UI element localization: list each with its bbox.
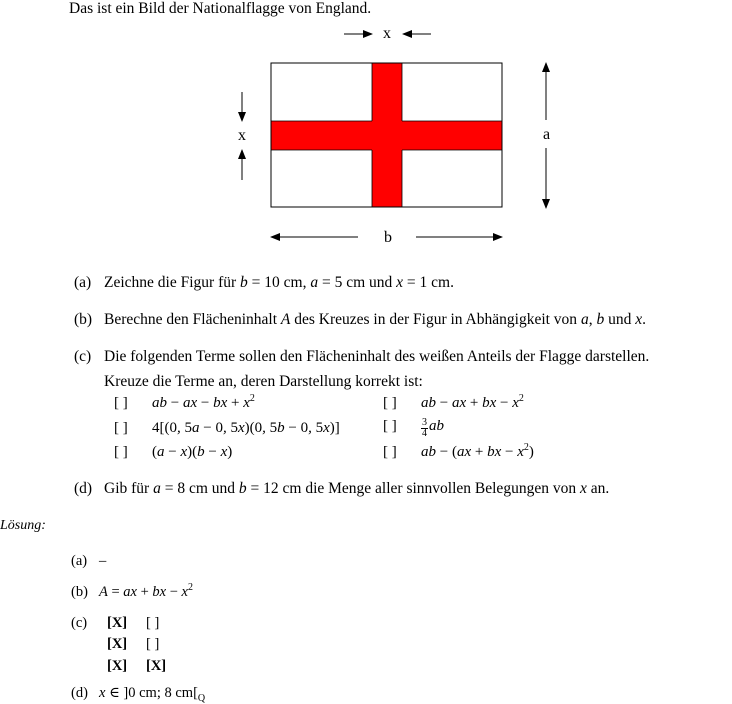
task-b-tag: (b) [74, 311, 93, 328]
option-checkbox[interactable]: [ ] [383, 395, 397, 411]
option-checkbox[interactable]: [ ] [114, 395, 128, 411]
task-b-text: Berechne den Flächeninhalt A des Kreuzes in der Figur in Abhängigkeit von a, b und x. [104, 311, 646, 328]
option-right-1: [ ] ab − ax + bx − $x^2$ [383, 393, 524, 411]
option-checkbox[interactable]: [ ] [383, 418, 397, 434]
task-a-tag: (a) [74, 274, 92, 291]
flag-diagram [0, 0, 732, 260]
task-c-tag: (c) [74, 348, 92, 365]
option-checkbox[interactable]: [ ] [383, 444, 397, 460]
task-c [74, 348, 650, 390]
solution-b [71, 582, 193, 600]
option-checkbox[interactable]: [ ] [114, 444, 128, 460]
solution-c-right-2: [ ] [146, 636, 160, 652]
fraction-three-quarters: $\frac{3}{4}$ [422, 417, 427, 439]
solution-c-left-2: [X] [107, 636, 128, 652]
task-c-line1: Die folgenden Terme sollen den Flächeninhalt des weißen Anteils der Flagge darstellen. [104, 348, 650, 365]
solution-b-text: A = ax + bx − $x^2$ [99, 582, 193, 600]
solution-heading: Lösung: [0, 518, 46, 533]
option-checkbox[interactable]: [ ] [114, 420, 128, 436]
task-c-line2: Kreuze die Terme an, deren Darstellung korrekt ist: [104, 373, 423, 390]
label-a: a [543, 126, 551, 143]
label-x-top: x [383, 25, 391, 42]
solution-d-text: x ∈ ]0 cm; 8 $cm[_Q$ [99, 685, 206, 704]
intro-text: Das ist ein Bild der Nationalflagge von England. [69, 0, 372, 17]
cross-horizontal-bar [271, 121, 502, 150]
solution-c-right-1: [ ] [146, 615, 160, 631]
solution-b-tag: (b) [71, 584, 88, 600]
flag-figure [0, 0, 732, 260]
label-x-side: x [238, 127, 246, 144]
solution-a-tag: (a) [71, 553, 88, 569]
solution-c-tag: (c) [71, 615, 88, 631]
solution-d-tag: (d) [71, 685, 88, 701]
task-a-text: Zeichne die Figur für b = 10 cm, a = 5 cm und x = 1 cm. [104, 274, 454, 291]
solution-d [71, 686, 205, 704]
solution-c-left-3: [X] [107, 658, 128, 674]
solution-c-right-3: [X] [146, 658, 167, 674]
task-b [74, 311, 646, 328]
solution-c-left-1: [X] [107, 615, 128, 631]
label-b: b [384, 229, 392, 246]
solution-a [71, 554, 106, 569]
option-right-2: [ ] $\frac{3}{4}$ ab [383, 417, 444, 439]
option-left-1: [ ] ab − ax − bx + $x^2$ [114, 393, 255, 411]
solution-a-text: – [99, 553, 107, 569]
solution-c [71, 616, 271, 676]
option-left-2: [ ] 4[(0, 5a − 0, 5x)(0, 5b − 0, 5x)] [114, 420, 340, 436]
task-d-text: Gib für a = 8 cm und b = 12 cm die Menge aller sinnvollen Belegungen von x an. [104, 480, 610, 497]
option-left-3: [ ] (a − x)(b − x) [114, 444, 233, 460]
task-a [74, 274, 454, 291]
option-right-3: [ ] ab − (ax + bx − $x^2$) [383, 442, 534, 460]
task-d-tag: (d) [74, 480, 93, 497]
task-d [74, 480, 610, 497]
